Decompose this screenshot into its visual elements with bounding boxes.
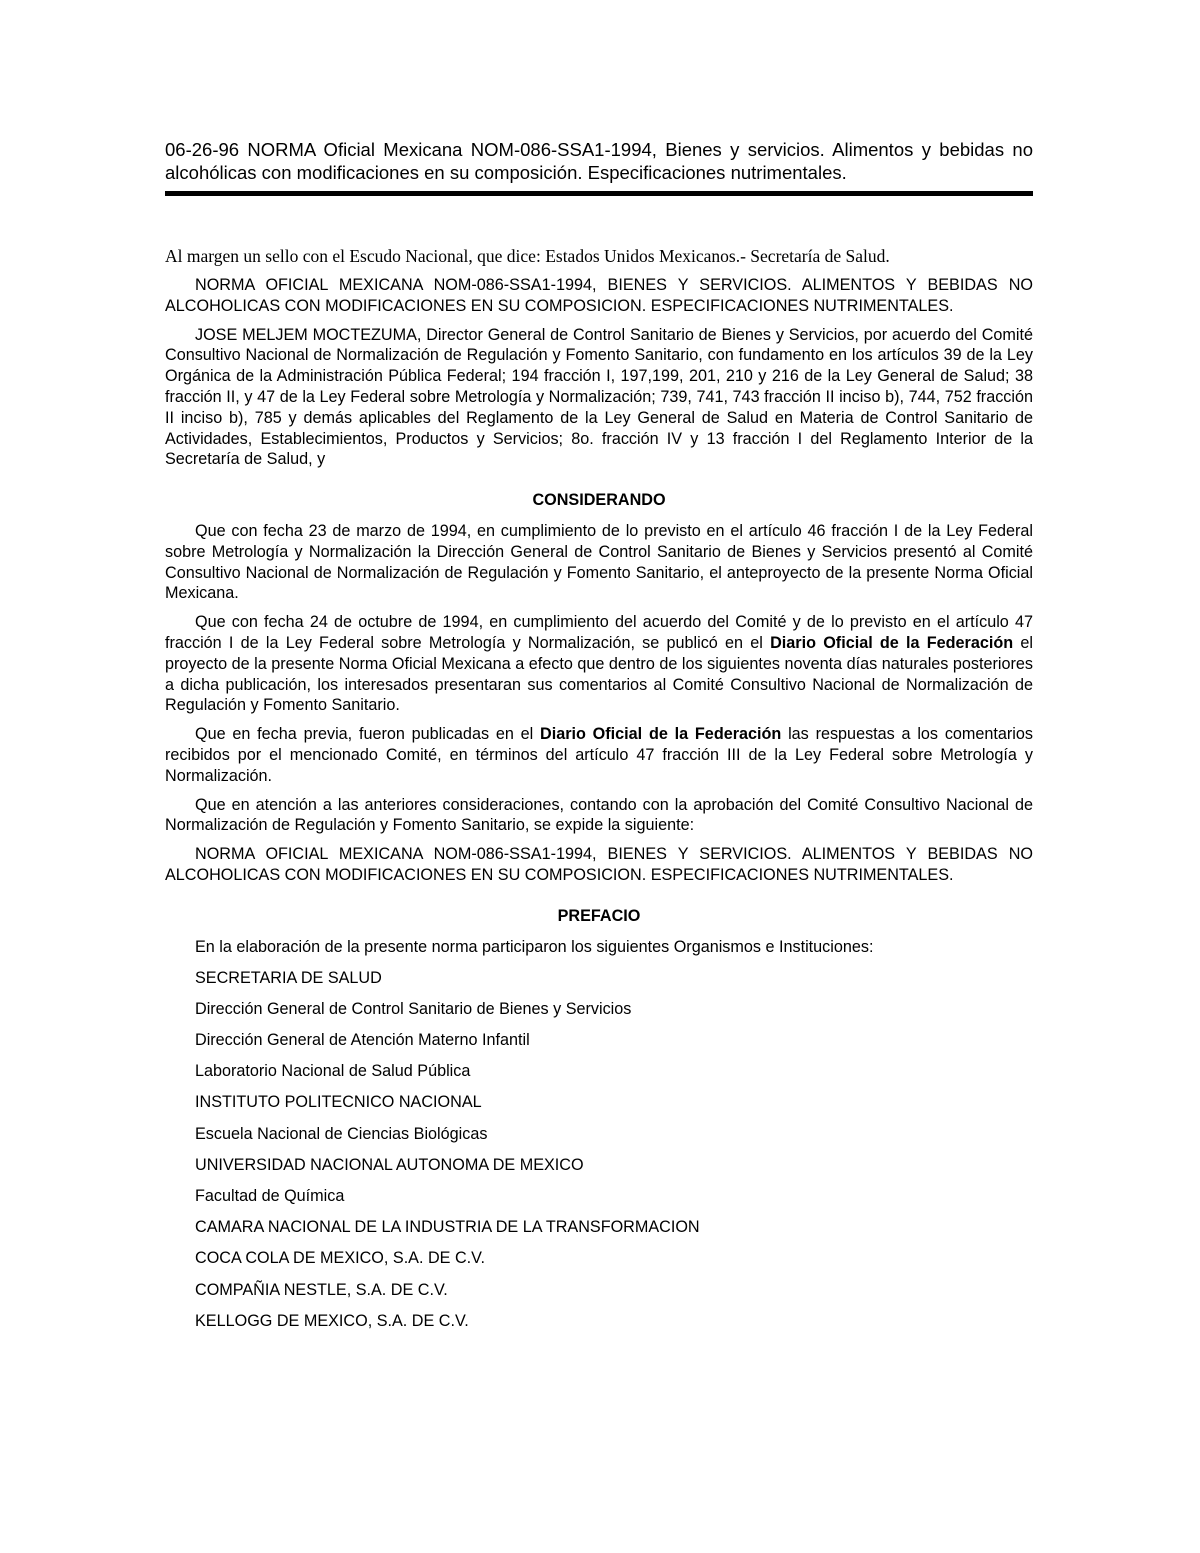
list-item: KELLOGG DE MEXICO, S.A. DE C.V. bbox=[195, 1311, 469, 1330]
list-item: INSTITUTO POLITECNICO NACIONAL bbox=[195, 1093, 482, 1112]
considerando-paragraph-3 bbox=[165, 724, 1033, 786]
list-item: COMPAÑIA NESTLE, S.A. DE C.V. bbox=[195, 1280, 448, 1299]
considerando-paragraph-3-text-b: las respuestas a los comentarios recibidos por el mencionado Comité, en términos del artículo 47 fracción III de la Ley Federal sobre Metrología y Normalización. bbox=[165, 725, 1033, 785]
considerando-heading: CONSIDERANDO bbox=[532, 491, 666, 510]
institutions-list bbox=[165, 968, 1033, 1332]
considerando-paragraph-1: Que con fecha 23 de marzo de 1994, en cumplimiento de lo previsto en el artículo 46 fracción I de la Ley Federal sobre Metrología y Normalización la Dirección General de Control Sanitario de Bienes y Servicios presentó al Comité Consultivo Nacional de Normalización de Regulación y Fomento Sanitario, el anteproyecto de la presente Norma Oficial Mexicana. bbox=[165, 521, 1033, 603]
list-item: Escuela Nacional de Ciencias Biológicas bbox=[195, 1124, 488, 1143]
considerando-paragraph-4: Que en atención a las anteriores consideraciones, contando con la aprobación del Comité Consultivo Nacional de Normalización de Regulación y Fomento Sanitario, se expide la siguiente: bbox=[165, 795, 1033, 835]
diario-oficial-bold: Diario Oficial de la Federación bbox=[540, 725, 782, 744]
list-item: SECRETARIA DE SALUD bbox=[195, 968, 382, 987]
considerando-paragraph-3-text-a: Que en fecha previa, fueron publicadas en el bbox=[195, 725, 541, 744]
considerando-paragraph-2-text-b: el proyecto de la presente Norma Oficial Mexicana a efecto que dentro de los siguientes noventa días naturales posteriores a dicha publicación, los interesados presentaran sus comentarios al Comité Consultivo Nacional de Normalización de Regulación y Fomento Sanitario. bbox=[165, 633, 1033, 715]
considerando-paragraph-5: NORMA OFICIAL MEXICANA NOM-086-SSA1-1994, BIENES Y SERVICIOS. ALIMENTOS Y BEBIDAS NO ALCOHOLICAS CON MODIFICACIONES EN SU COMPOSICION. ESPECIFICACIONES NUTRIMENTALES. bbox=[165, 845, 1033, 884]
prefacio-heading: PREFACIO bbox=[557, 906, 641, 925]
list-item: Dirección General de Atención Materno Infantil bbox=[195, 1031, 530, 1050]
director-paragraph: JOSE MELJEM MOCTEZUMA, Director General de Control Sanitario de Bienes y Servicios, por acuerdo del Comité Consultivo Nacional de Normalización de Regulación y Fomento Sanitario, con fundamento en los artículos 39 de la Ley Orgánica de la Administración Pública Federal; 194 fracción I, 197,199, 201, 210 y 216 de la Ley General de Salud; 38 fracción II, y 47 de la Ley Federal sobre Metrología y Normalización; 739, 741, 743 fracción II inciso b), 744, 752 fracción II inciso b), 785 y demás aplicables del Reglamento de la Ley General de Salud en Materia de Control Sanitario de Actividades, Establecimientos, Productos y Servicios; 8o. fracción IV y 13 fracción I del Reglamento Interior de la Secretaría de Salud, y bbox=[165, 325, 1033, 469]
prefacio-intro: En la elaboración de la presente norma participaron los siguientes Organismos e Instituciones: bbox=[195, 937, 874, 956]
document-header-title: 06-26-96 NORMA Oficial Mexicana NOM-086-SSA1-1994, Bienes y servicios. Alimentos y bebidas no alcohólicas con modificaciones en su composición. Especificaciones nutrimentales. bbox=[165, 139, 1033, 183]
margin-note: Al margen un sello con el Escudo Nacional, que dice: Estados Unidos Mexicanos.- Secretaría de Salud. bbox=[165, 246, 890, 266]
document-page bbox=[165, 138, 1033, 1342]
list-item: UNIVERSIDAD NACIONAL AUTONOMA DE MEXICO bbox=[195, 1155, 584, 1174]
considerando-paragraph-2 bbox=[165, 612, 1033, 716]
norma-title-paragraph: NORMA OFICIAL MEXICANA NOM-086-SSA1-1994, BIENES Y SERVICIOS. ALIMENTOS Y BEBIDAS NO ALCOHOLICAS CON MODIFICACIONES EN SU COMPOSICION. ESPECIFICACIONES NUTRIMENTALES. bbox=[165, 276, 1033, 315]
list-item: CAMARA NACIONAL DE LA INDUSTRIA DE LA TRANSFORMACION bbox=[195, 1218, 700, 1237]
list-item: Laboratorio Nacional de Salud Pública bbox=[195, 1062, 471, 1081]
list-item: Dirección General de Control Sanitario de Bienes y Servicios bbox=[195, 999, 632, 1018]
diario-oficial-bold: Diario Oficial de la Federación bbox=[770, 633, 1014, 652]
header-rule bbox=[165, 191, 1033, 196]
considerando-paragraph-2-text-a: Que con fecha 24 de octubre de 1994, en cumplimiento del acuerdo del Comité y de lo previsto en el artículo 47 fracción I de la Ley Federal sobre Metrología y Normalización, se publicó en el bbox=[165, 613, 1033, 652]
list-item: Facultad de Química bbox=[195, 1187, 345, 1206]
list-item: COCA COLA DE MEXICO, S.A. DE C.V. bbox=[195, 1249, 485, 1268]
